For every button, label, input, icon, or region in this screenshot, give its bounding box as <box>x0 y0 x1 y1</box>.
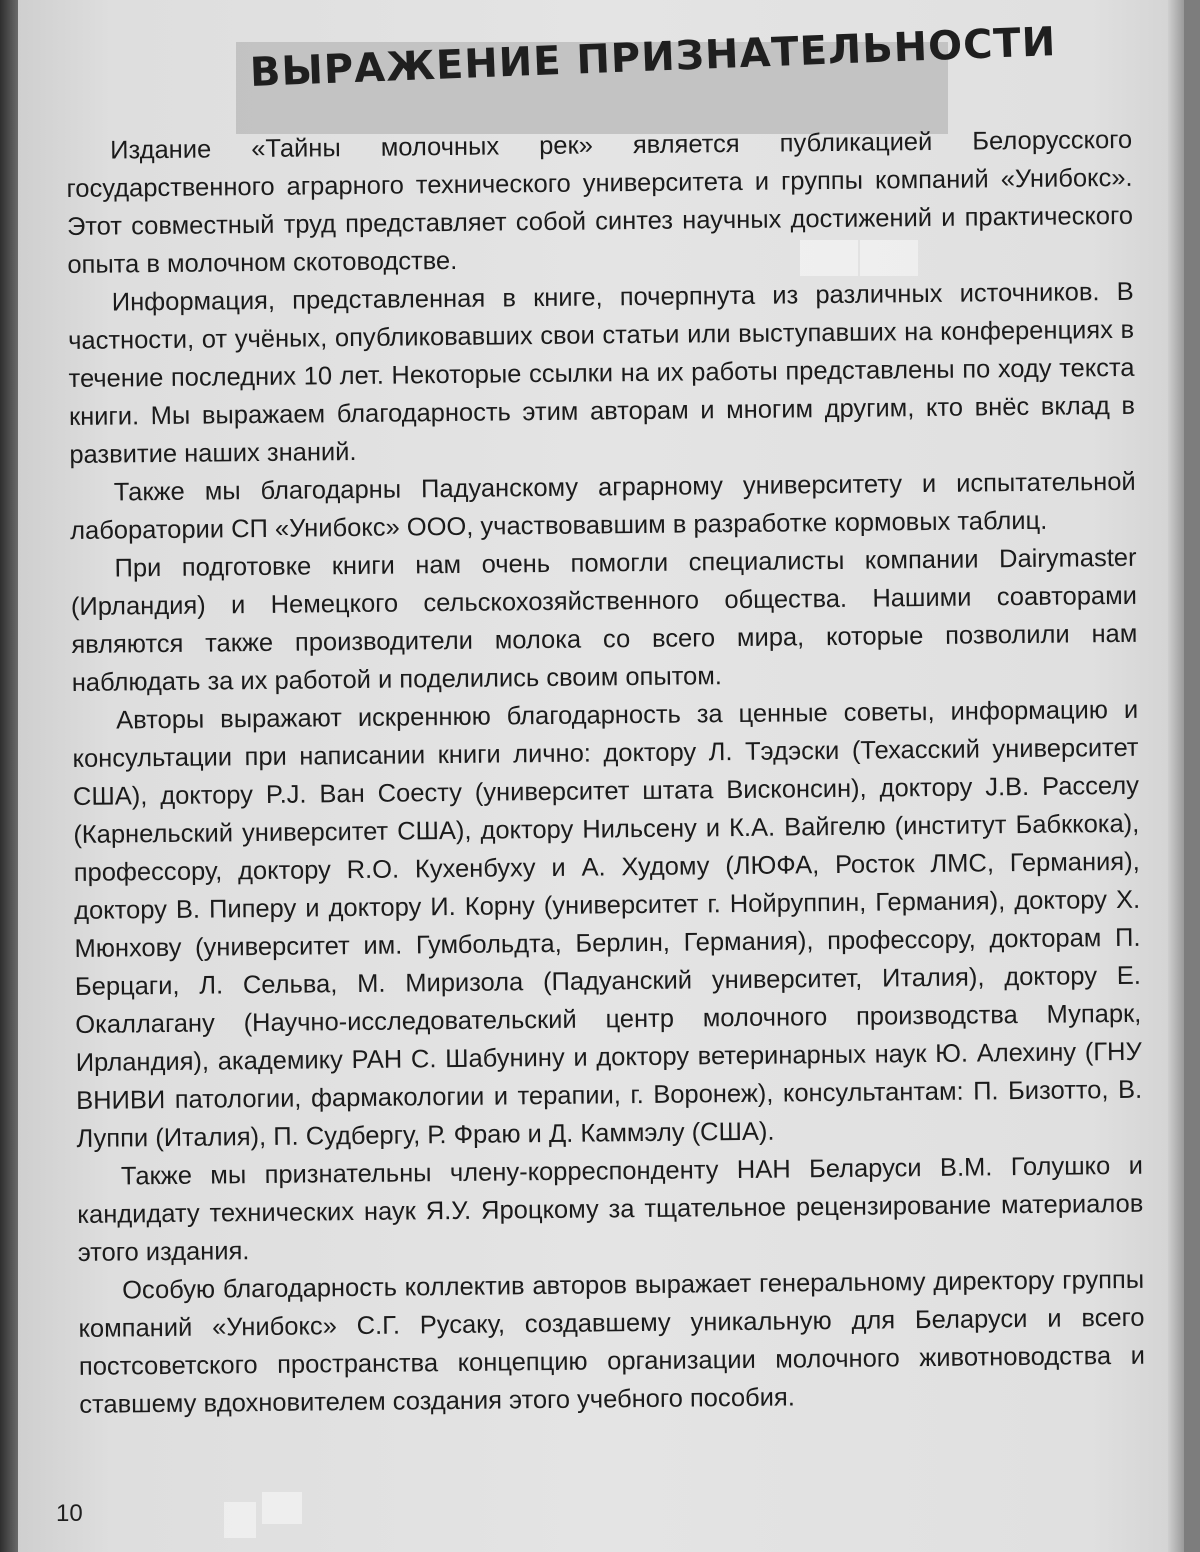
page-number: 10 <box>56 1500 83 1527</box>
paragraph: Также мы благодарны Падуанскому аграрному университету и испытательной лаборатории СП «Унибокс» ООО, участвовавшим в разработке кормовых таблиц. <box>70 467 1136 545</box>
paragraph: Авторы выражают искреннюю благодарность за ценные советы, информацию и консультации при написании книги лично: доктору Л. Тэдэски (Техасский университет США), доктору P.J. Ван Соесту (университет штата Висконсин), доктору J.B. Расселу (Карнельский университет США), доктору Нильсену и К.А. Вайгелю (институт Бабккока), профессору, доктору R.O. Кухенбуху и А. Худому (ЛЮФА, Росток ЛМС, Германия), доктору В. Пиперу и доктору И. Корну (университет г. Нойруппин, Германия), доктору Х. Мюнхову (университет им. Гумбольдта, Берлин, Германия), профессору, докторам П. Берцаги, Л. Сельва, М. Миризола (Падуанский университет, Италия), доктору Е. Окаллагану (Научно-исследовательский центр молочного производства Мупарк, Ирландия), академику РАН С. Шабунину и доктору ветеринарных наук Ю. Алехину (ГНУ ВНИВИ патологии, фармакологии и терапии, г. Воронеж), консультантам: П. Бизотто, В. Луппи (Италия), П. Судбергу, Р. Фраю и Д. Каммэлу (США). <box>72 695 1143 1153</box>
scan-left-edge <box>0 0 18 1552</box>
page-title: ВЫРАЖЕНИЕ ПРИЗНАТЕЛЬНОСТИ <box>249 19 1058 96</box>
paragraph: Особую благодарность коллектив авторов выражает генеральному директору группы компаний «Унибокс» С.Г. Русаку, создавшему уникальную для Беларуси и всего постсоветского пространства концепцию организации молочного животноводства и ставшему вдохновителем создания этого учебного пособия. <box>78 1265 1146 1419</box>
paragraph: Также мы признательны члену-корреспонденту НАН Беларуси В.М. Голушко и кандидату технических наук Я.У. Яроцкому за тщательное рецензирование материалов этого издания. <box>77 1151 1144 1267</box>
scan-right-edge <box>1168 0 1184 1552</box>
scan-artifact <box>224 1502 256 1538</box>
paragraph: Информация, представленная в книге, почерпнута из различных источников. В частности, от учёных, опубликовавших свои статьи или выступавших на конференциях в течение последних 10 лет. Некоторые ссылки на их работы представлены по ходу текста книги. Мы выражаем благодарность этим авторам и многим другим, кто внёс вклад в развитие наших знаний. <box>68 277 1136 469</box>
acknowledgements-body <box>66 121 1145 1424</box>
scan-artifact <box>262 1492 302 1524</box>
document-page <box>18 0 1184 1552</box>
paragraph: Издание «Тайны молочных рек» является публикацией Белорусского государственного аграрного технического университета и группы компаний «Унибокс». Этот совместный труд представляет собой синтез научных достижений и практического опыта в молочном скотоводстве. <box>66 125 1134 279</box>
paragraph: При подготовке книги нам очень помогли специалисты компании Dairymaster (Ирландия) и Немецкого сельскохозяйственного общества. Нашими соавторами являются также производители молока со всего мира, которые позволили нам наблюдать за их работой и поделились своим опытом. <box>70 543 1138 697</box>
